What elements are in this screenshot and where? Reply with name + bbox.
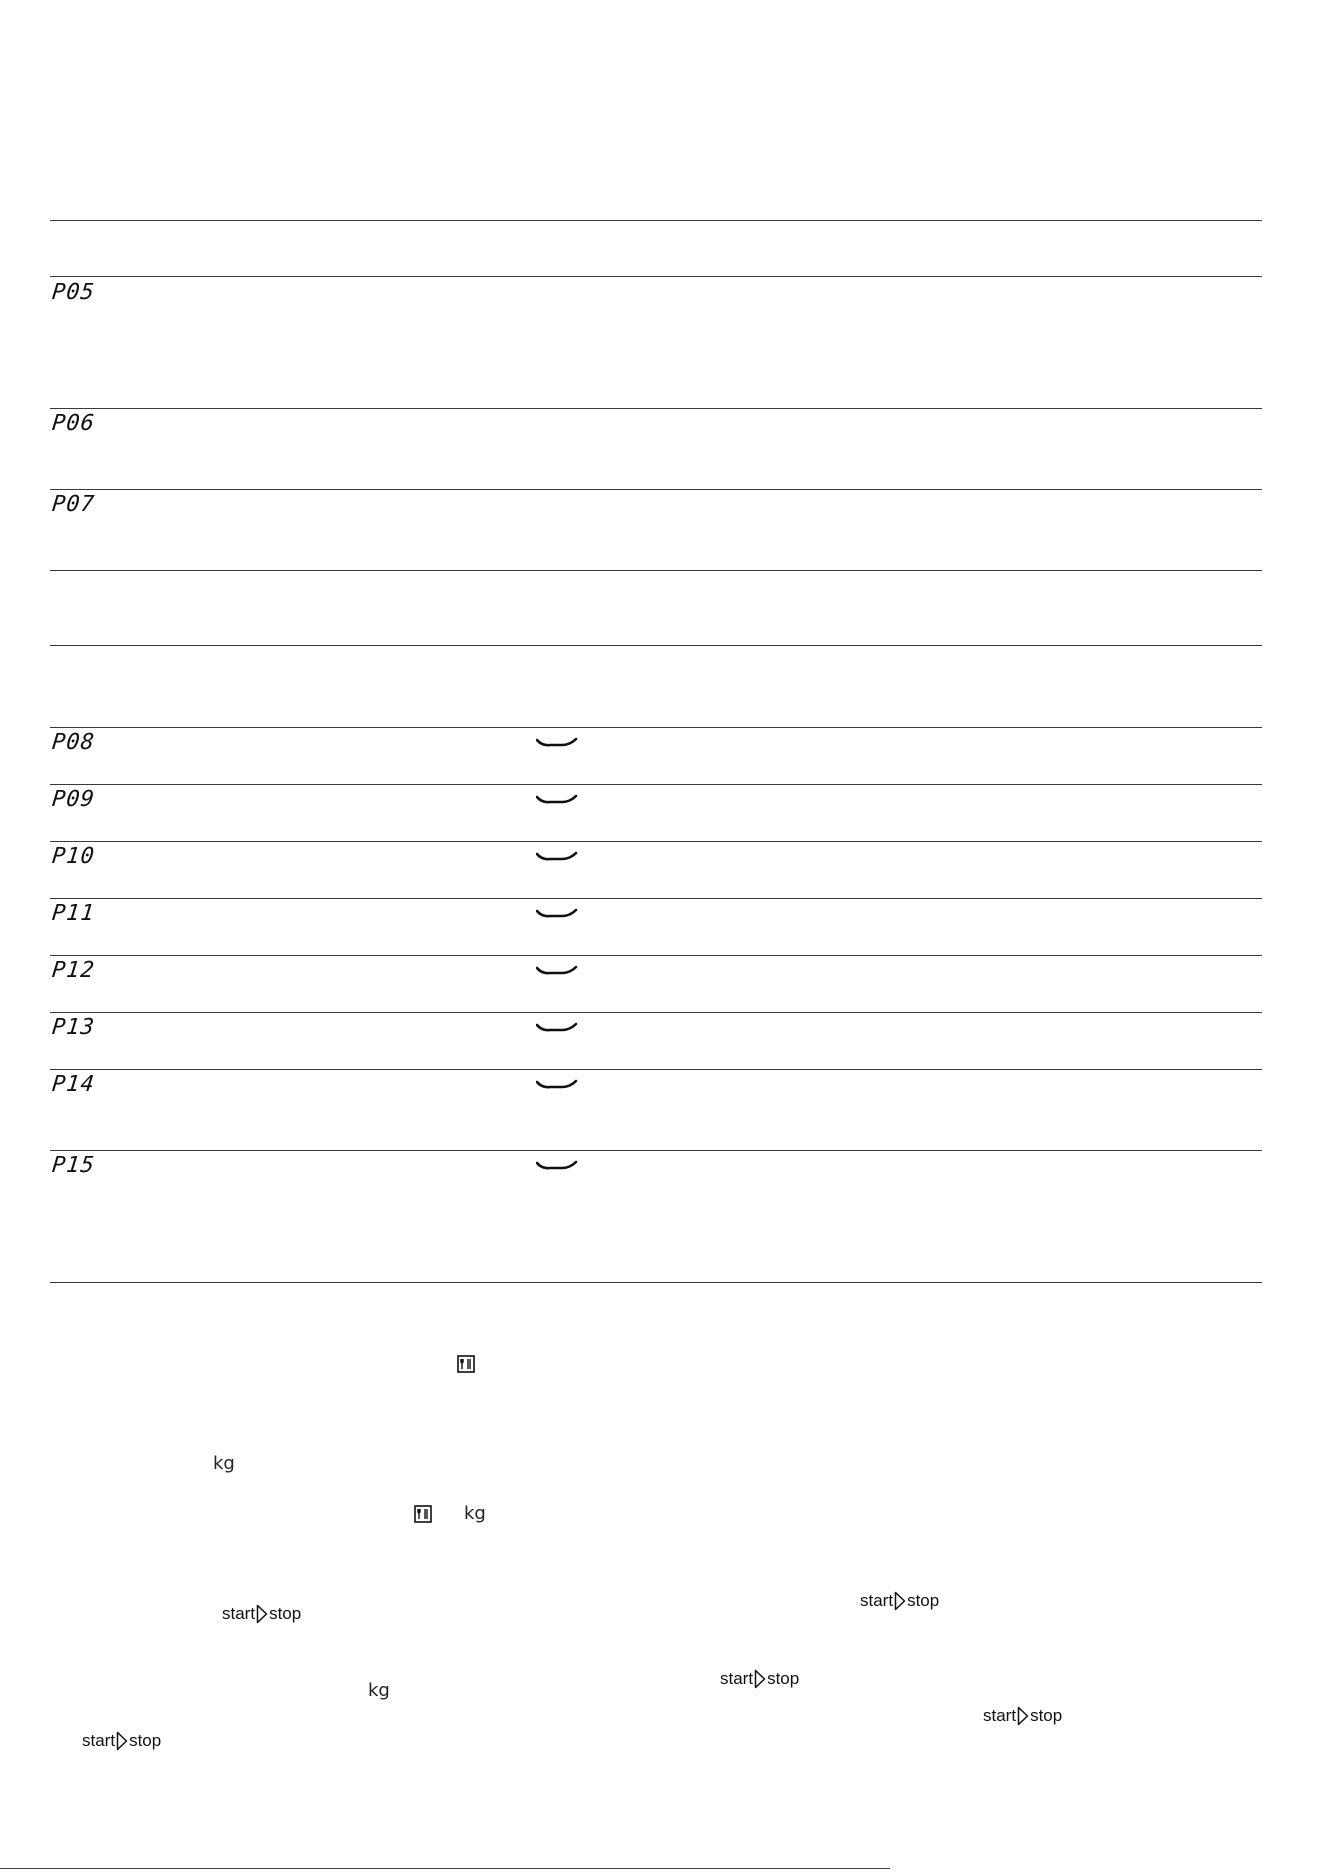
table-rule <box>50 898 1262 899</box>
wave-indicator-icon <box>536 1022 578 1034</box>
program-code: P10 <box>50 844 97 869</box>
wave-indicator-icon <box>536 1160 578 1172</box>
table-rule <box>50 1069 1262 1070</box>
program-code: P15 <box>50 1153 97 1178</box>
table-rule <box>50 841 1262 842</box>
table-rule <box>50 408 1262 409</box>
start-stop-label <box>82 1731 161 1751</box>
wave-indicator-icon <box>536 908 578 920</box>
play-icon <box>256 1604 268 1624</box>
program-code: P12 <box>50 958 97 983</box>
wave-indicator-icon <box>536 737 578 749</box>
table-rule <box>50 727 1262 728</box>
program-code: P05 <box>50 280 97 305</box>
table-rule <box>50 784 1262 785</box>
play-icon <box>116 1731 128 1751</box>
start-text: start <box>222 1604 256 1623</box>
play-icon <box>754 1669 766 1689</box>
start-text: start <box>720 1669 754 1688</box>
start-stop-label <box>222 1604 301 1624</box>
program-code: P13 <box>50 1015 97 1040</box>
stop-text: stop <box>767 1669 800 1688</box>
start-stop-label <box>720 1669 799 1689</box>
stop-text: stop <box>269 1604 302 1623</box>
table-rule <box>50 1282 1262 1283</box>
table-rule <box>50 1150 1262 1151</box>
play-icon <box>894 1591 906 1611</box>
table-rule <box>50 276 1262 277</box>
play-icon <box>1017 1706 1029 1726</box>
program-code: P14 <box>50 1072 97 1097</box>
stop-text: stop <box>129 1731 162 1750</box>
program-code: P08 <box>50 730 97 755</box>
cutlery-icon <box>457 1355 475 1373</box>
kg-unit: kg <box>213 1453 235 1474</box>
wave-indicator-icon <box>536 1079 578 1091</box>
footer-rule <box>0 1868 890 1869</box>
wave-indicator-icon <box>536 851 578 863</box>
table-rule <box>50 489 1262 490</box>
table-rule <box>50 645 1262 646</box>
table-rule <box>50 1012 1262 1013</box>
start-text: start <box>983 1706 1017 1725</box>
program-code: P07 <box>50 492 97 517</box>
start-stop-label <box>860 1591 939 1611</box>
kg-unit: kg <box>464 1503 486 1524</box>
cutlery-icon <box>414 1505 432 1523</box>
wave-indicator-icon <box>536 794 578 806</box>
table-rule <box>50 955 1262 956</box>
program-code: P06 <box>50 411 97 436</box>
kg-unit: kg <box>368 1680 390 1701</box>
program-code: P11 <box>50 901 97 926</box>
start-stop-label <box>983 1706 1062 1726</box>
stop-text: stop <box>1030 1706 1063 1725</box>
start-text: start <box>860 1591 894 1610</box>
start-text: start <box>82 1731 116 1750</box>
wave-indicator-icon <box>536 965 578 977</box>
table-rule <box>50 220 1262 221</box>
table-rule <box>50 570 1262 571</box>
stop-text: stop <box>907 1591 940 1610</box>
program-code: P09 <box>50 787 97 812</box>
